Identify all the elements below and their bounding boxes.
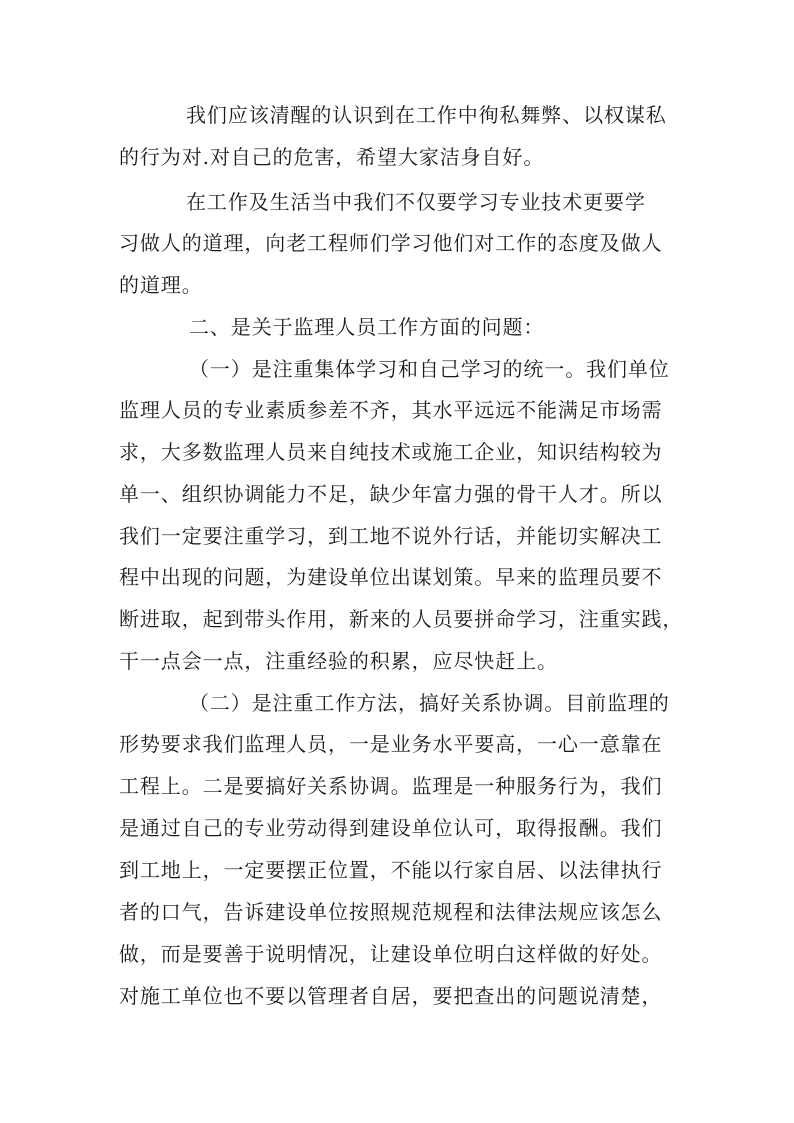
text-line: 做，而是要善于说明情况，让建设单位明白这样做的好处。 [119,942,663,966]
text-line: 形势要求我们监理人员，一是业务水平要高，一心一意靠在 [119,732,663,756]
text-line: 单一、组织协调能力不足，缺少年富力强的骨干人才。所以 [119,482,663,506]
text-line: 我们应该清醒的认识到在工作中徇私舞弊、以权谋私 [186,103,667,127]
text-line: 求，大多数监理人员来自纯技术或施工企业，知识结构较为 [119,440,663,464]
text-line: 的道理。 [119,273,203,297]
text-line: 我们一定要注重学习，到工地不说外行话，并能切实解决工 [119,524,663,548]
text-line: 监理人员的专业素质参差不齐，其水平远远不能满足市场需 [119,398,663,422]
section-heading: 二、是关于监理人员工作方面的问题： [189,315,545,339]
text-line: （二）是注重工作方法，搞好关系协调。目前监理的 [189,691,670,715]
text-line: 程中出现的问题，为建设单位出谋划策。早来的监理员要不 [119,565,663,589]
text-line: 习做人的道理，向老工程师们学习他们对工作的态度及做人 [119,231,663,255]
text-line: （一）是注重集体学习和自己学习的统一。我们单位 [189,357,670,381]
text-line: 干一点会一点，注重经验的积累，应尽快赶上。 [119,649,558,673]
text-line: 者的口气，告诉建设单位按照规范规程和法律法规应该怎么 [119,900,663,924]
text-line: 断进取，起到带头作用，新来的人员要拼命学习，注重实践， [119,607,684,631]
text-line: 工程上。二是要搞好关系协调。监理是一种服务行为，我们 [119,774,663,798]
text-line: 的行为对.对自己的危害，希望大家洁身自好。 [119,145,545,169]
text-line: 在工作及生活当中我们不仅要学习专业技术更要学 [186,190,646,214]
text-line: 到工地上，一定要摆正位置，不能以行家自居、以法律执行 [119,858,663,882]
text-line: 是通过自己的专业劳动得到建设单位认可，取得报酬。我们 [119,816,663,840]
text-line: 对施工单位也不要以管理者自居，要把查出的问题说清楚， [119,984,663,1008]
